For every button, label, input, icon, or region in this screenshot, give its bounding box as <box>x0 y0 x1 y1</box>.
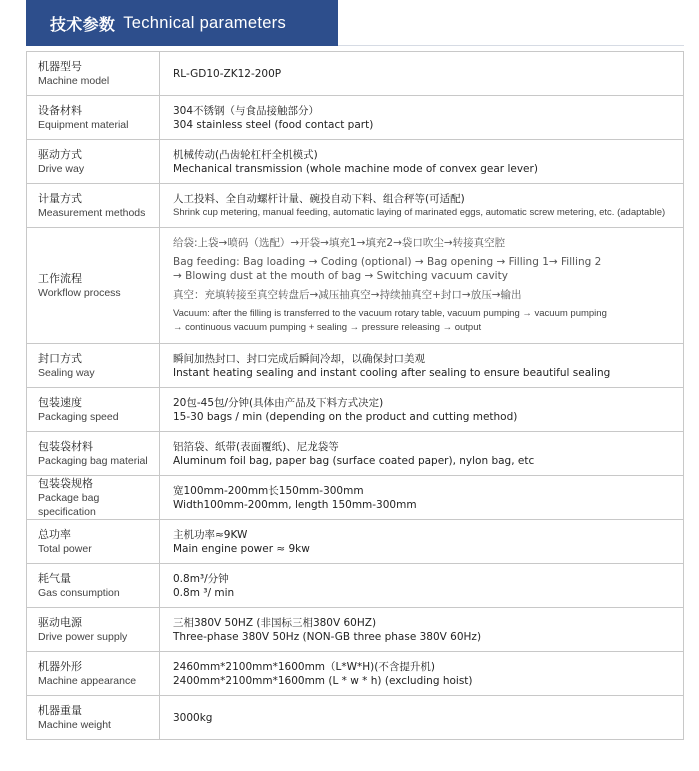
label-cell <box>27 520 160 564</box>
value-zh: 304不锈钢（与食品接触部分） <box>173 104 320 117</box>
value-cell <box>160 344 684 388</box>
label-cell <box>27 432 160 476</box>
value-en: Three-phase 380V 50Hz (NON-GB three phase 380V 60Hz) <box>173 630 482 643</box>
table-row-machine-model <box>27 52 684 96</box>
label-zh: 工作流程 <box>38 271 82 285</box>
value-zh: 瞬间加热封口、封口完成后瞬间冷却，以确保封口美观 <box>173 352 425 365</box>
table-row-package-bag-specification <box>27 476 684 520</box>
value-cell <box>160 564 684 608</box>
table-row-packaging-bag-material <box>27 432 684 476</box>
table-row-measurement-methods <box>27 184 684 228</box>
value-zh: 主机功率≈9KW <box>173 528 248 541</box>
value-cell <box>160 140 684 184</box>
label-en: Workflow process <box>38 286 121 299</box>
label-cell <box>27 344 160 388</box>
table-row-machine-weight <box>27 696 684 740</box>
label-zh: 驱动方式 <box>38 147 82 161</box>
value-en-bag-feeding-1: Bag feeding: Bag loading → Coding (optional) → Bag opening → Filling 1→ Filling 2 <box>173 256 602 268</box>
value-text: RL-GD10-ZK12-200P <box>173 67 282 80</box>
value-en: Instant heating sealing and instant cooling after sealing to ensure beautiful sealing <box>173 366 611 379</box>
table-row-packaging-speed <box>27 388 684 432</box>
value-cell <box>160 476 684 520</box>
parameters-table <box>26 51 684 740</box>
label-cell <box>27 696 160 740</box>
header-divider <box>338 45 684 46</box>
label-zh: 机器外形 <box>38 659 82 673</box>
label-zh: 包装袋材料 <box>38 439 93 453</box>
value-en: 304 stainless steel (food contact part) <box>173 118 374 131</box>
value-en: Aluminum foil bag, paper bag (surface coated paper), nylon bag, etc <box>173 454 535 467</box>
value-en: 0.8m ³/ min <box>173 586 235 599</box>
value-cell <box>160 520 684 564</box>
value-cell <box>160 96 684 140</box>
label-en: Package bag specification <box>38 491 100 518</box>
label-cell <box>27 96 160 140</box>
value-en-vacuum-1: Vacuum: after the filling is transferred to the vacuum rotary table, vacuum pumping → vacuum pumping <box>173 308 607 319</box>
label-cell <box>27 652 160 696</box>
value-cell <box>160 228 684 344</box>
label-cell <box>27 608 160 652</box>
value-zh: 0.8m³/分钟 <box>173 572 229 585</box>
value-zh: 机械传动(凸齿轮杠杆全机模式) <box>173 148 318 161</box>
value-en-vacuum-2: → continuous vacuum pumping + sealing → pressure releasing → output <box>173 322 482 333</box>
label-zh: 耗气量 <box>38 571 71 585</box>
label-en: Gas consumption <box>38 586 120 599</box>
value-en: Mechanical transmission (whole machine mode of convex gear lever) <box>173 162 538 175</box>
label-zh: 封口方式 <box>38 351 82 365</box>
value-text: 3000kg <box>173 711 213 724</box>
table-row-gas-consumption <box>27 564 684 608</box>
table-row-workflow-process <box>27 228 684 344</box>
value-en: Width100mm-200mm, length 150mm-300mm <box>173 498 417 511</box>
label-cell <box>27 140 160 184</box>
table-row-drive-power-supply <box>27 608 684 652</box>
section-title-zh: 技术参数 <box>50 14 116 34</box>
label-zh: 包装袋规格 <box>38 476 93 490</box>
section-title-en: Technical parameters <box>123 13 287 32</box>
table-row-machine-appearance <box>27 652 684 696</box>
value-cell <box>160 652 684 696</box>
value-zh: 20包-45包/分钟(具体由产品及下料方式决定) <box>173 396 384 409</box>
value-en-bag-feeding-2: → Blowing dust at the mouth of bag → Switching vacuum cavity <box>173 270 508 282</box>
value-en: 15-30 bags / min (depending on the product and cutting method) <box>173 410 518 423</box>
label-zh: 包装速度 <box>38 395 82 409</box>
label-en: Measurement methods <box>38 206 146 219</box>
label-zh: 机器型号 <box>38 59 82 73</box>
table-row-equipment-material <box>27 96 684 140</box>
value-en: Main engine power ≈ 9kw <box>173 542 310 555</box>
label-zh: 总功率 <box>38 527 71 541</box>
value-en: Shrink cup metering, manual feeding, automatic laying of marinated eggs, automatic screw metering, etc. (adaptable) <box>173 206 666 218</box>
table-row-drive-way <box>27 140 684 184</box>
table-row-sealing-way <box>27 344 684 388</box>
value-cell <box>160 184 684 228</box>
label-cell <box>27 52 160 96</box>
label-en: Drive power supply <box>38 630 128 643</box>
label-zh: 机器重量 <box>38 703 82 717</box>
label-en: Total power <box>38 542 92 555</box>
label-cell <box>27 476 160 520</box>
value-cell <box>160 52 684 96</box>
value-en: 2400mm*2100mm*1600mm (L * w * h) (excluding hoist) <box>173 674 473 687</box>
label-cell <box>27 228 160 344</box>
label-zh: 设备材料 <box>38 103 82 117</box>
label-en: Equipment material <box>38 118 129 131</box>
value-zh: 2460mm*2100mm*1600mm（L*W*H)(不含提升机) <box>173 660 435 673</box>
label-en: Machine appearance <box>38 674 137 687</box>
value-zh-vacuum: 真空：充填转接至真空转盘后→减压抽真空→持续抽真空+封口→放压→输出 <box>173 289 522 301</box>
label-cell <box>27 184 160 228</box>
label-cell <box>27 388 160 432</box>
value-cell <box>160 696 684 740</box>
label-en: Sealing way <box>38 366 95 379</box>
label-zh: 计量方式 <box>38 191 82 205</box>
label-cell <box>27 564 160 608</box>
value-zh: 宽100mm-200mm长150mm-300mm <box>173 484 364 497</box>
value-cell <box>160 388 684 432</box>
label-en: Machine weight <box>38 718 111 731</box>
label-en: Machine model <box>38 74 110 87</box>
label-en: Packaging bag material <box>38 454 148 467</box>
table-row-total-power <box>27 520 684 564</box>
section-header <box>26 0 338 46</box>
value-zh-bag-feeding: 给袋:上袋→喷码（选配）→开袋→填充1→填充2→袋口吹尘→转接真空腔 <box>173 237 506 249</box>
value-zh: 铝箔袋、纸带(表面覆纸)、尼龙袋等 <box>173 440 339 453</box>
label-zh: 驱动电源 <box>38 615 82 629</box>
value-zh: 三相380V 50HZ (非国标三相380V 60HZ) <box>173 616 377 629</box>
label-en: Packaging speed <box>38 410 119 423</box>
value-cell <box>160 608 684 652</box>
label-en: Drive way <box>38 162 85 175</box>
value-cell <box>160 432 684 476</box>
value-zh: 人工投料、全自动螺杆计量、碗投自动下料、组合秤等(可适配) <box>173 192 465 205</box>
